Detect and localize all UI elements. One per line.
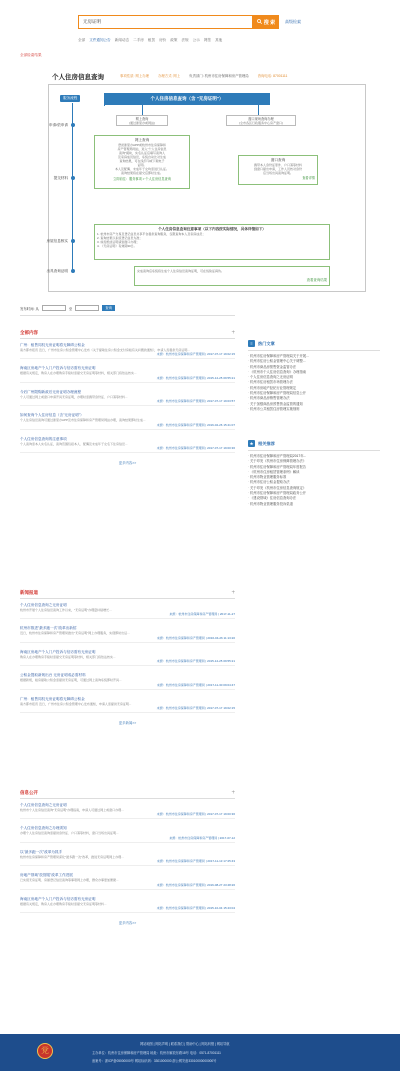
result-source: 来源：杭州市住房保障和房产管理局 | 2017-07-17 19:00:36 [156, 446, 235, 451]
result-item[interactable] [20, 673, 235, 689]
divider [20, 865, 235, 866]
sidebar-list-item[interactable]: · 关于印发《杭州市住房信息查询规定》 [248, 486, 380, 491]
sidebar-list-item[interactable]: · 《建设领域》住房信息查询办法 [248, 496, 380, 501]
divider [20, 618, 235, 619]
divider [20, 818, 235, 819]
meta-source: 事项性质: 网上办理 [120, 74, 150, 78]
result-snippet: 个人住房信息查询可通过浙里办APP及市住房保障和房产管理局网站办理，查询结果即时生成... [20, 418, 146, 423]
filter-6[interactable]: 政策 [170, 38, 178, 42]
notes-box [94, 224, 330, 260]
divider [20, 338, 235, 339]
text-line: 查询结果将在提交后即时生成。 [120, 171, 163, 175]
flow-step-2-dot [71, 176, 75, 180]
result-snippet: 个人查询需本人实名认证，查询范围包括本人、配偶及未成年子女名下住房信息... [20, 441, 128, 446]
more-link-wrap [20, 720, 235, 725]
sidebar-list-item[interactable]: · 杭州市住房租赁市场管理办法 [248, 380, 380, 385]
result-title[interactable]: 广州：租售同权无房证明将无障碍公积金 [20, 696, 85, 701]
divider [20, 452, 235, 453]
divider [20, 382, 235, 383]
divider [20, 842, 235, 843]
section-title: 新闻报道 [20, 590, 38, 595]
divider [20, 429, 235, 430]
divider [20, 689, 235, 690]
filter-8[interactable]: 公示 [192, 38, 200, 42]
search-button[interactable] [253, 15, 279, 29]
text-line: 4. 《无房证明》有效期30日。 [97, 244, 137, 248]
result-section [20, 330, 235, 465]
filter-5[interactable]: 房价 [159, 38, 167, 42]
related-title: 相关推荐 [258, 440, 275, 446]
result-item[interactable] [20, 697, 235, 713]
final-box [134, 266, 330, 286]
flow-step-1-dot [71, 123, 75, 127]
divider [20, 358, 235, 359]
party-emblem-icon: 党 [37, 1043, 53, 1059]
search-button-label: 搜 索 [263, 19, 276, 26]
date-filter [20, 305, 115, 311]
left-box-lines [97, 143, 187, 175]
sidebar-list-item[interactable]: · 《杭州市住房租赁管理条例》解读 [248, 470, 380, 475]
divider [20, 642, 235, 643]
sidebar-list-item[interactable]: · 杭州市房地产经纪行业管理规定 [248, 386, 380, 391]
branch-right-sub: (全市各区行政服务中心房产窗口) [239, 121, 283, 125]
sidebar-list-item[interactable]: · 杭州市公共租赁住房管理实施细则 [248, 407, 380, 412]
result-snippet: 办理个人住房信息查询需提供身份证、户口簿等材料，窗口当场出具证明... [20, 831, 119, 836]
result-item[interactable] [20, 650, 235, 666]
result-source: 来源：杭州市住房保障和房产管理局 | 2017-11-13 17:25:43 [156, 859, 235, 864]
meta-channel: 办理方式: 网上 [157, 74, 181, 78]
result-title[interactable]: 广州：租售同权无房证明将无障碍公积金 [20, 343, 85, 347]
result-title[interactable]: 公积金提取新规出台 无房证明成必需材料 [20, 673, 86, 678]
search-input[interactable] [79, 16, 252, 28]
result-source: 来源：杭州市住房保障和房产管理局 | 2015-10-04 15:43:04 [156, 906, 235, 911]
section-title: 信息公开 [20, 790, 38, 795]
result-title[interactable]: 个人住房信息查询之办理须知 [20, 826, 67, 831]
date-from-input[interactable] [42, 305, 66, 311]
result-source: 来源：杭州市住房保障和房产管理局 | 2016-04-26 11:13:20 [156, 635, 235, 640]
branch-left-title: 网上查询 [135, 117, 149, 121]
result-source: 来源：杭州市住房保障和房产管理局 | 2017-11-27 [169, 612, 235, 617]
right-box-link[interactable]: 查看详情 [302, 176, 315, 180]
date-filter-button[interactable]: 查询 [102, 305, 115, 311]
text-line: 登录浙里办APP或杭州市住房保障和 [117, 143, 166, 147]
flow-step-1: 申请/依申请 [49, 123, 68, 127]
result-source: 来源：杭州市住房保障和房产管理局 | 2017-07-17 19:00:36 [156, 812, 235, 817]
result-source: 来源：杭州市住房保障和房产管理局 | 2017-11-30 09:04:47 [156, 682, 235, 687]
divider [20, 798, 235, 799]
result-title[interactable]: 海南区房地产个人门户投诉与信访需有无房证明 [20, 896, 96, 901]
result-title[interactable]: 如何查询个人住房信息（含"无房证明"） [20, 413, 84, 418]
result-title[interactable]: 以"最多跑一次"改革为抓手 [20, 849, 63, 854]
sidebar-list-item[interactable]: · 个人住房信息查询之无房证明 [248, 375, 380, 380]
advanced-search-link[interactable]: 高级检索 [285, 19, 301, 24]
expand-icon[interactable]: + [231, 330, 235, 336]
sidebar-list-item[interactable]: · 杭州市住房保障和房产管理局政务公开 [248, 491, 380, 496]
sidebar-list-item[interactable]: · 杭州市商品房销售管理办法 [248, 396, 380, 401]
result-item[interactable] [20, 803, 235, 819]
hot-list [248, 354, 380, 412]
text-line: 证明。 [137, 163, 147, 167]
star-icon: ★ [249, 441, 254, 446]
filter-3[interactable]: 二手房 [133, 38, 144, 42]
sidebar-list-item[interactable]: · 杭州市住房保障和房产管理局2017年... [248, 454, 380, 459]
result-source: 来源：杭州市住房保障和房产管理局 | 2017-07-17 19:02:15 [156, 352, 235, 357]
expand-icon[interactable]: + [231, 590, 235, 596]
date-from-label: 发布时间: 从 [20, 306, 39, 311]
sidebar-list-item[interactable]: · 关于印发《杭州市住房保障管理办法》 [248, 459, 380, 464]
more-link[interactable]: 更多内容>> [118, 461, 137, 466]
branch-left[interactable] [116, 115, 168, 126]
text-line: 后当场出具查询证明。 [262, 171, 293, 175]
final-link[interactable]: 查看查询结果 [306, 278, 327, 282]
notes-lines [97, 232, 327, 248]
result-item[interactable] [20, 897, 235, 913]
flow-connector-right [258, 105, 259, 115]
result-title[interactable]: 海南区房地产个人门户投诉与信访需有无房证明 [20, 366, 96, 371]
related-list [248, 454, 380, 507]
section-header [20, 790, 235, 796]
divider [20, 405, 235, 406]
text-line: 2. 查询结果以系统登记信息为准； [97, 236, 143, 240]
text-line: 1. 杭州市房产交易及登记信息共享平台提供查询服务，仅限查询本人及家庭成员； [97, 232, 206, 236]
result-section [20, 790, 235, 925]
text-line: 到窗口提出申请，工作人员核对身份 [253, 167, 302, 171]
result-title[interactable]: 今后广州限购新政后无房证明办理流程 [20, 389, 82, 394]
text-line: 3. 如需纸质证明请到窗口办理； [97, 240, 140, 244]
result-snippet: 购房人在办理购房手续时需提交无房证明等材料，相关部门将依法核实... [20, 654, 116, 659]
result-snippet: 根据新规，租房提取公积金需提供无房证明，可通过网上查询系统即时开具... [20, 678, 122, 683]
result-title[interactable]: 海南区房地产个人门户投诉与信访需有无房证明 [20, 649, 96, 654]
result-snippet: 杭州市开展个人住房信息查询工作以来，"无房证明"办理量持续增长... [20, 608, 112, 612]
footer-line-2: 备案号：浙ICP备05000000号 网站标识码：3301000000 浙公网安备33010000000000号 [92, 1059, 217, 1063]
result-snippet: 近日，杭州市住房保障和房产管理局推出"无房证明"网上办理服务，实现即时出证... [20, 631, 130, 636]
left-box-link[interactable]: 立即前往：服务事项 > 个人住房信息查询 [113, 177, 171, 181]
text-line: 房产管理局网站，进入"个人住房信息 [117, 147, 167, 151]
divider [20, 315, 235, 316]
text-line: 查询结果，可在线打印或下载电子 [119, 159, 165, 163]
hot-title: 热门文章 [258, 340, 275, 346]
text-line: 查询"模块，实名认证后填写查询人 [118, 151, 166, 155]
filter-4[interactable]: 租赁 [147, 38, 156, 42]
expand-icon[interactable]: + [231, 790, 235, 796]
section-header [20, 590, 235, 596]
result-item[interactable] [20, 366, 235, 382]
sidebar-hot [248, 340, 380, 412]
sidebar-list-item[interactable]: · 杭州市住房保障和房产管理局信息公开 [248, 391, 380, 396]
branch-left-sub: (通过浙里办或网站) [129, 121, 155, 125]
flow-step-3: 房屋信息核实 [46, 239, 68, 243]
date-to-input[interactable] [75, 305, 99, 311]
text-line: 及家庭成员信息，系统自动比对生成 [117, 155, 166, 159]
divider [20, 665, 235, 666]
result-snippet: 根据有关规定，购房人在办理购房手续时需提交无房证明等材料，相关部门将依法核实... [20, 371, 137, 376]
result-item[interactable] [20, 626, 235, 642]
sidebar-list-item[interactable]: · 《杭州市个人住房信息查询》办理指南 [248, 370, 380, 375]
sidebar-list-item[interactable]: · 杭州市住房公积金管理中心关于调整... [248, 359, 380, 364]
result-source: 来源：杭州市住房保障和房产管理局 | 2017-07-17 19:02:15 [156, 706, 235, 711]
flow-step-4: 出具查询证明 [46, 269, 68, 273]
result-section [20, 590, 235, 725]
divider [248, 450, 380, 451]
right-box-lines [241, 163, 315, 175]
result-item[interactable] [20, 390, 235, 406]
section-title: 全部内容 [20, 330, 38, 335]
sidebar-list-item[interactable]: · 杭州市物业管理服务投诉渠道 [248, 502, 380, 507]
divider [20, 889, 235, 890]
result-source: 来源：杭州市住房保障和房产管理局 | 2016-08-27 23:48:26 [156, 882, 235, 887]
more-link-wrap [20, 920, 235, 925]
divider [20, 912, 235, 913]
more-link[interactable]: 更多新闻>> [118, 721, 137, 726]
result-snippet: 杭州市个人住房信息查询"无房证明"办理指南，申请人可通过网上或窗口办理... [20, 808, 124, 812]
section-header [20, 330, 235, 336]
result-item[interactable] [20, 850, 235, 866]
category-filter-row [78, 38, 226, 43]
flow-step-3-dot [71, 239, 75, 243]
flow-banner: 个人住房信息查询（含 "无房证明"） [104, 93, 270, 105]
final-text: 完成查询后系统将生成个人住房信息查询证明，可在线验证真伪。 [137, 269, 225, 273]
filter-7[interactable]: 法规 [181, 38, 189, 42]
result-source: 来源：杭州市住房保障和房产管理局 | 2016-02-26 15:41:07 [156, 422, 235, 427]
breadcrumb: 全部检索结果 [20, 53, 42, 57]
flow-start-chip: 服务流程 [60, 95, 80, 102]
result-title[interactable]: 个人住房信息查询的注意事项 [20, 436, 67, 441]
filter-2[interactable]: 新闻动态 [114, 38, 130, 42]
flow-step-2: 提交材料 [53, 176, 68, 180]
more-link-wrap [20, 460, 235, 465]
sidebar-list-item[interactable]: · 杭州市物业管理服务标准 [248, 475, 380, 480]
sidebar-list-item[interactable]: · 杭州市商品房预售资金监管办法 [248, 365, 380, 370]
text-line: 携带本人身份证原件、户口簿等材料 [253, 163, 302, 167]
left-box-title: 网上查询 [134, 138, 150, 142]
more-link[interactable]: 更多内容>> [118, 921, 137, 926]
meta-tel: 咨询电话: 87001111 [257, 74, 288, 78]
sidebar-list-item[interactable]: · 关于加强商品房预售资金监管的通知 [248, 402, 380, 407]
meta-dept: 负责部门: 杭州市住房保障和房产管理局 [189, 74, 249, 78]
footer-links[interactable]: 网站地图 | 网站声明 | 联系我们 | 帮助中心 | 网站纠错 | 网站导航 [140, 1042, 230, 1046]
result-item[interactable] [20, 826, 235, 842]
related-header [248, 440, 380, 447]
result-snippet: 已实现无房证明、房屋登记信息查询等事项网上办理，群众办事更加便捷... [20, 878, 119, 883]
result-source: 来源：杭州市住房保障和房产管理局 | 2015-12-25 09:55:21 [156, 375, 235, 380]
result-item[interactable] [20, 603, 235, 619]
left-process-box [94, 135, 190, 189]
result-item[interactable] [20, 873, 235, 889]
result-title[interactable]: 个人住房信息查询之无房证明 [20, 603, 67, 607]
search-box[interactable] [78, 15, 253, 29]
text-line: 本人及配偶、未成年子女均需进行认证。 [114, 167, 169, 171]
right-process-box [238, 155, 318, 185]
divider [248, 350, 380, 351]
right-box-title: 窗口查询 [270, 158, 286, 162]
divider [20, 712, 235, 713]
hot-header [248, 340, 380, 347]
branch-right[interactable] [226, 115, 296, 126]
result-item[interactable] [20, 437, 235, 453]
service-meta [120, 73, 295, 78]
filter-9[interactable]: 网签 [203, 38, 212, 42]
notes-title: 个人住房信息查询注意事项（以下内容按实际情况，具体详情如下） [158, 227, 266, 231]
result-source: 来源：杭州市住房保障和房产管理局 | 2017-07-12 [169, 835, 235, 840]
list-icon: ≡ [248, 340, 255, 347]
sidebar-list-item[interactable]: · 杭州市住房公积金提取办法 [248, 480, 380, 485]
sidebar-list-item[interactable]: · 杭州市住房保障和房产管理局年度报告 [248, 465, 380, 470]
footer-line-1: 主办单位：杭州市住房保障和房产管理局 地址：杭州市解放东路18号 电话：0571-87001111 [92, 1051, 221, 1055]
result-title[interactable]: 杭州市推进"最多跑一次"改革出新招 [20, 626, 77, 631]
search-icon [257, 19, 262, 26]
result-title[interactable]: 个人住房信息查询之无房证明 [20, 803, 67, 807]
filter-1[interactable]: 文件通知公告 [89, 38, 111, 42]
result-snippet: 南方都市报讯 近日，广州市住房公积金管理中心发布通知，申请人需提供无房证明... [20, 701, 132, 706]
flow-connector-left [142, 105, 143, 115]
result-snippet: 个人可通过网上或窗口申请开具无房证明，办理时需携带身份证、户口簿等材料... [20, 394, 128, 399]
result-snippet: 杭州市住房保障和房产管理局深化"最多跑一次"改革，推进无房证明网上办理... [20, 854, 124, 859]
branch-right-title: 窗口现场查询办理 [248, 117, 274, 121]
result-title[interactable]: 房地产领域"放管服"改革工作进展 [20, 873, 73, 878]
filter-0[interactable]: 全部 [78, 38, 86, 42]
result-item[interactable] [20, 343, 235, 359]
sidebar-list-item[interactable]: · 杭州市住房保障和房产管理局关于开展... [248, 354, 380, 359]
result-snippet: 根据有关规定，购房人在办理购房手续时需提交无房证明等材料... [20, 901, 107, 906]
page-title: 个人住房信息查询 [52, 74, 104, 81]
result-source: 来源：杭州市住房保障和房产管理局 | 2015-12-25 09:55:21 [156, 659, 235, 664]
result-snippet: 南方都市报讯 近日，广州市住房公积金管理中心发布《关于提取住房公积金支付房租有关问题的通知》，申请人需提供无房证明... [20, 348, 190, 352]
flow-step-4-dot [71, 269, 75, 273]
result-item[interactable] [20, 413, 235, 429]
divider [20, 598, 235, 599]
result-source: 来源：杭州市住房保障和房产管理局 | 2017-07-17 19:03:57 [156, 399, 235, 404]
date-to-label: 至 [68, 306, 73, 311]
filter-10[interactable]: 其他 [215, 38, 223, 42]
flow-vertical-line [72, 103, 73, 271]
sidebar-related [248, 440, 380, 507]
